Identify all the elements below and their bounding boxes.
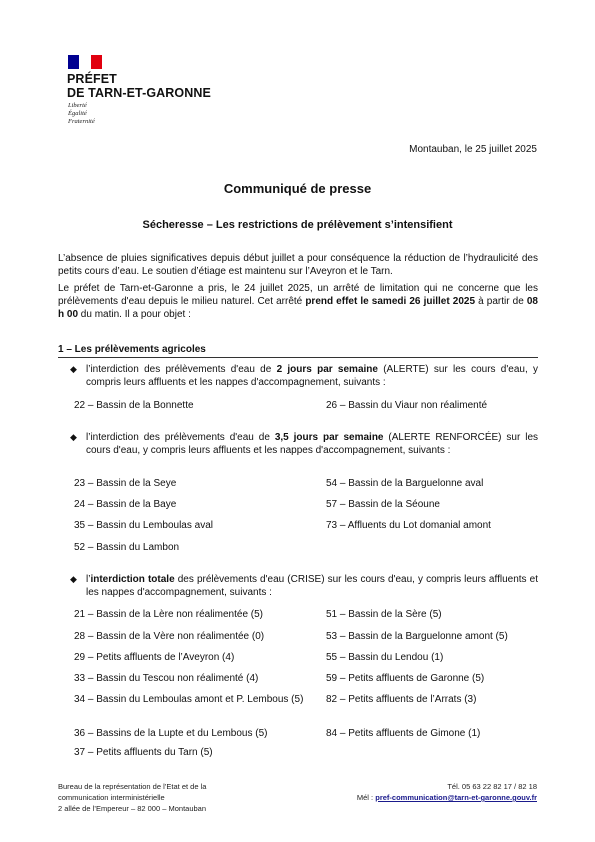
footer-email-link[interactable]: pref-communication@tarn-et-garonne.gouv.fr xyxy=(375,793,537,802)
measure-text: des prélèvements d'eau (CRISE) sur les cours d'eau, y compris leurs affluents et les nappes d'accompagnement, suivants : xyxy=(86,574,538,598)
footer-office: Bureau de la représentation de l’Etat et de la xyxy=(58,782,207,791)
basin-item: 28 – Bassin de la Vère non réalimentée (0) xyxy=(74,631,265,642)
motto-egalite: Égalité xyxy=(68,110,87,117)
basin-item: 55 – Bassin du Lendou (1) xyxy=(326,652,444,663)
basin-item: 84 – Petits affluents de Gimone (1) xyxy=(326,728,481,739)
measure-text: l’interdiction des prélèvements d'eau de xyxy=(86,432,275,443)
section-heading-agricultural: 1 – Les prélèvements agricoles xyxy=(58,344,538,358)
bullet-diamond-icon: ◆ xyxy=(70,574,77,584)
footer-address xyxy=(58,781,206,814)
intro-paragraph-2 xyxy=(58,282,538,321)
document-subtitle: Sécheresse – Les restrictions de prélèvement s’intensifient xyxy=(142,219,453,231)
basin-item: 29 – Petits affluents de l’Aveyron (4) xyxy=(74,652,235,663)
footer-phone: Tél. 05 63 22 82 17 / 82 18 xyxy=(447,782,537,791)
basin-item: 34 – Bassin du Lemboulas amont et P. Lembous (5) xyxy=(74,694,304,705)
basin-item: 37 – Petits affluents du Tarn (5) xyxy=(74,747,213,758)
basin-item: 54 – Bassin de la Barguelonne aval xyxy=(326,478,484,489)
republic-motto xyxy=(68,102,95,126)
flag-blue-band xyxy=(68,55,79,69)
measure-duration: 3,5 jours par semaine xyxy=(274,432,384,443)
basin-item: 33 – Bassin du Tescou non réalimenté (4) xyxy=(74,673,259,684)
footer-office: communication interministérielle xyxy=(58,793,165,802)
footer-mail-label: Mél : xyxy=(356,793,376,802)
flag-white-band xyxy=(79,55,90,69)
motto-liberte: Liberté xyxy=(68,102,87,109)
measure-text: (ALERTE) sur les cours d'eau, y compris leurs affluents et les nappes d'accompagnement, suivants : xyxy=(86,364,538,388)
measure-alerte-renforcee xyxy=(70,431,538,457)
basin-item: 73 – Affluents du Lot domanial amont xyxy=(326,520,491,531)
prefecture-name xyxy=(67,72,211,100)
measure-text: l’ xyxy=(86,574,91,585)
basin-item: 53 – Bassin de la Barguelonne amont (5) xyxy=(326,631,508,642)
basin-item: 51 – Bassin de la Sère (5) xyxy=(326,609,442,620)
basin-item: 26 – Bassin du Viaur non réalimenté xyxy=(326,400,488,411)
document-title: Communiqué de presse xyxy=(223,181,372,196)
bullet-diamond-icon: ◆ xyxy=(70,364,77,374)
basin-item: 36 – Bassins de la Lupte et du Lembous (5) xyxy=(74,728,268,739)
basin-item: 23 – Bassin de la Seye xyxy=(74,478,177,489)
intro-text: à partir de xyxy=(475,296,527,307)
basin-item: 82 – Petits affluents de l’Arrats (3) xyxy=(326,694,477,705)
measure-duration: interdiction totale xyxy=(90,574,175,585)
basin-item: 59 – Petits affluents de Garonne (5) xyxy=(326,673,485,684)
document-date: Montauban, le 25 juillet 2025 xyxy=(409,144,537,155)
basin-item: 52 – Bassin du Lambon xyxy=(74,542,180,553)
basin-item: 57 – Bassin de la Séoune xyxy=(326,499,440,510)
basin-item: 22 – Bassin de la Bonnette xyxy=(74,400,194,411)
footer-street: 2 allée de l’Empereur – 82 000 – Montauban xyxy=(58,804,207,813)
footer-mail-line xyxy=(357,792,537,803)
intro-text: Le préfet de Tarn-et-Garonne a pris, le 24 juillet 2025, un arrêté de limitation qui ne concerne que les prélèvements d'eau depuis le milieu naturel. Cet arrêté xyxy=(58,283,538,307)
intro-text: du matin. Il a pour objet : xyxy=(78,309,191,320)
logo-line-2: DE TARN-ET-GARONNE xyxy=(67,86,211,100)
measure-text: (ALERTE RENFORCÉE) sur les cours d'eau, y compris leurs affluents et les nappes d'accompagnement, suivants : xyxy=(86,432,538,456)
measure-text: l’interdiction des prélèvements d'eau de xyxy=(86,364,277,375)
intro-paragraph-1: L’absence de pluies significatives depuis début juillet a pour conséquence la réduction de l’hydraulicité des petits cours d’eau. Le soutien d’étiage est maintenu sur l’Aveyron et le Tarn. xyxy=(58,253,538,277)
measure-crise xyxy=(70,573,538,599)
basin-item: 21 – Bassin de la Lère non réalimentée (5) xyxy=(74,609,264,620)
republic-flag-logo xyxy=(68,55,102,69)
measure-duration: 2 jours par semaine xyxy=(276,364,378,375)
logo-line-1: PRÉFET xyxy=(67,72,117,86)
motto-fraternite: Fraternité xyxy=(68,118,95,125)
intro-effective-time: 08 h 00 xyxy=(58,296,538,320)
footer-contact xyxy=(357,781,537,803)
bullet-diamond-icon: ◆ xyxy=(70,432,77,442)
intro-effective-date: prend effet le samedi 26 juillet 2025 xyxy=(305,296,476,307)
flag-red-band xyxy=(91,55,102,69)
basin-item: 35 – Bassin du Lemboulas aval xyxy=(74,520,213,531)
measure-alerte xyxy=(70,363,538,389)
basin-item: 24 – Bassin de la Baye xyxy=(74,499,177,510)
